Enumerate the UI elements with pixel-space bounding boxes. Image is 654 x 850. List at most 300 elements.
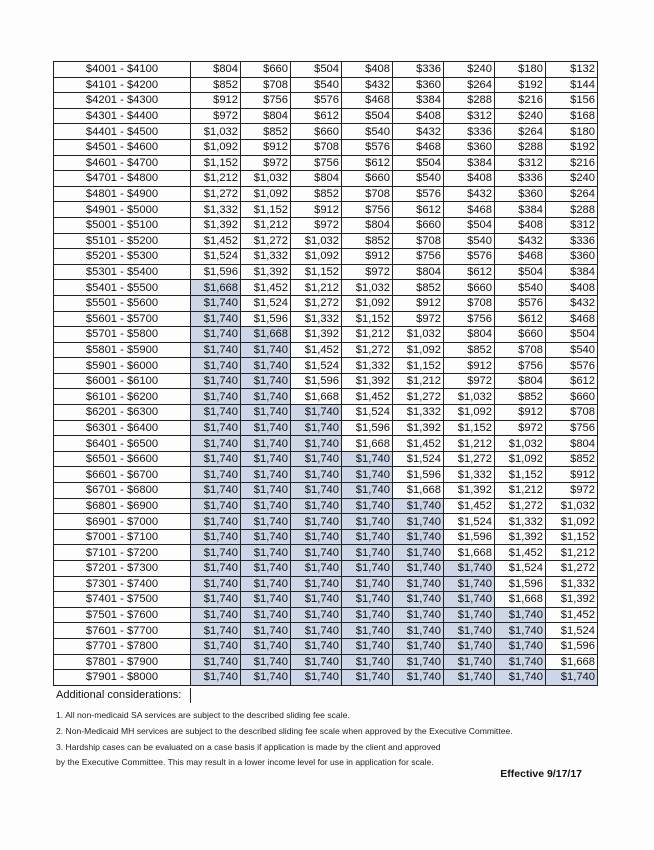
fee-cell: $1,740 — [241, 451, 291, 467]
fee-cell: $1,740 — [342, 654, 393, 670]
fee-cell: $1,740 — [191, 311, 241, 327]
fee-cell: $912 — [342, 249, 393, 265]
income-range-cell: $7801 - $7900 — [54, 654, 191, 670]
fee-cell: $540 — [342, 124, 393, 140]
fee-cell: $1,524 — [241, 295, 291, 311]
fee-cell: $1,740 — [191, 420, 241, 436]
fee-cell: $1,740 — [291, 576, 342, 592]
fee-cell: $1,332 — [495, 514, 546, 530]
fee-cell: $288 — [495, 139, 546, 155]
fee-cell: $1,740 — [241, 654, 291, 670]
fee-cell: $756 — [495, 358, 546, 374]
fee-cell: $576 — [444, 249, 495, 265]
fee-cell: $1,332 — [342, 358, 393, 374]
table-row — [54, 561, 598, 577]
fee-cell: $468 — [546, 311, 598, 327]
fee-cell: $288 — [444, 93, 495, 109]
fee-cell: $1,452 — [444, 498, 495, 514]
fee-cell: $1,032 — [495, 436, 546, 452]
fee-cell: $1,740 — [191, 654, 241, 670]
table-row — [54, 202, 598, 218]
fee-cell: $1,740 — [291, 561, 342, 577]
fee-cell: $912 — [191, 93, 241, 109]
fee-cell: $708 — [291, 139, 342, 155]
fee-cell: $1,740 — [495, 623, 546, 639]
fee-cell: $972 — [444, 373, 495, 389]
fee-cell: $1,740 — [342, 483, 393, 499]
fee-cell: $1,668 — [342, 436, 393, 452]
fee-cell: $1,740 — [291, 638, 342, 654]
table-row — [54, 592, 598, 608]
note-1: 1. All non-medicaid SA services are subject to the described sliding fee scale. — [56, 710, 350, 720]
table-row — [54, 545, 598, 561]
fee-cell: $1,092 — [546, 514, 598, 530]
fee-cell: $180 — [546, 124, 598, 140]
fee-cell: $1,740 — [191, 529, 241, 545]
fee-cell: $1,740 — [191, 623, 241, 639]
fee-cell: $1,740 — [342, 498, 393, 514]
fee-cell: $468 — [342, 93, 393, 109]
fee-cell: $1,152 — [393, 358, 444, 374]
fee-cell: $1,596 — [342, 420, 393, 436]
income-range-cell: $5701 - $5800 — [54, 327, 191, 343]
fee-cell: $1,152 — [495, 467, 546, 483]
fee-cell: $1,740 — [393, 592, 444, 608]
fee-cell: $1,392 — [393, 420, 444, 436]
table-row — [54, 638, 598, 654]
fee-cell: $1,524 — [191, 249, 241, 265]
table-row — [54, 186, 598, 202]
fee-cell: $660 — [546, 389, 598, 405]
fee-cell: $1,740 — [191, 405, 241, 421]
fee-cell: $1,740 — [191, 327, 241, 343]
table-row — [54, 62, 598, 78]
fee-cell: $1,452 — [291, 342, 342, 358]
fee-cell: $1,152 — [291, 264, 342, 280]
table-row — [54, 483, 598, 499]
fee-cell: $1,740 — [241, 592, 291, 608]
fee-cell: $1,740 — [342, 607, 393, 623]
fee-cell: $1,740 — [241, 467, 291, 483]
fee-cell: $1,212 — [191, 171, 241, 187]
fee-cell: $852 — [342, 233, 393, 249]
income-range-cell: $5901 - $6000 — [54, 358, 191, 374]
fee-cell: $1,740 — [191, 467, 241, 483]
fee-cell: $576 — [291, 93, 342, 109]
fee-cell: $708 — [495, 342, 546, 358]
fee-cell: $1,152 — [546, 529, 598, 545]
income-range-cell: $6601 - $6700 — [54, 467, 191, 483]
fee-cell: $612 — [291, 108, 342, 124]
table-row — [54, 373, 598, 389]
fee-cell: $1,212 — [495, 483, 546, 499]
fee-cell: $132 — [546, 62, 598, 78]
income-range-cell: $4101 - $4200 — [54, 77, 191, 93]
fee-cell: $1,740 — [342, 467, 393, 483]
fee-cell: $1,524 — [291, 358, 342, 374]
fee-cell: $1,740 — [444, 592, 495, 608]
fee-cell: $1,740 — [191, 498, 241, 514]
table-row — [54, 607, 598, 623]
table-row — [54, 389, 598, 405]
fee-cell: $1,740 — [191, 451, 241, 467]
fee-cell: $912 — [291, 202, 342, 218]
table-row — [54, 249, 598, 265]
income-range-cell: $4201 - $4300 — [54, 93, 191, 109]
fee-cell: $756 — [546, 420, 598, 436]
fee-cell: $216 — [546, 155, 598, 171]
fee-cell: $660 — [291, 124, 342, 140]
fee-cell: $384 — [444, 155, 495, 171]
fee-cell: $1,740 — [241, 623, 291, 639]
fee-cell: $1,740 — [241, 373, 291, 389]
fee-cell: $1,524 — [546, 623, 598, 639]
income-range-cell: $6101 - $6200 — [54, 389, 191, 405]
additional-considerations-label: Additional considerations: — [56, 689, 182, 701]
fee-cell: $1,740 — [342, 670, 393, 686]
income-range-cell: $4901 - $5000 — [54, 202, 191, 218]
table-row — [54, 77, 598, 93]
fee-cell: $1,032 — [241, 171, 291, 187]
fee-cell: $1,272 — [495, 498, 546, 514]
fee-cell: $1,740 — [342, 638, 393, 654]
income-range-cell: $4501 - $4600 — [54, 139, 191, 155]
table-row — [54, 155, 598, 171]
effective-date: Effective 9/17/17 — [500, 768, 582, 780]
fee-cell: $708 — [393, 233, 444, 249]
fee-cell: $1,596 — [191, 264, 241, 280]
fee-cell: $312 — [546, 217, 598, 233]
table-row — [54, 327, 598, 343]
fee-cell: $1,332 — [291, 311, 342, 327]
note-2: 2. Non-Medicaid MH services are subject to the described sliding fee scale when approved by the Executive Committee. — [56, 725, 513, 736]
fee-cell: $1,740 — [291, 514, 342, 530]
income-range-cell: $4001 - $4100 — [54, 62, 191, 78]
income-range-cell: $5401 - $5500 — [54, 280, 191, 296]
fee-cell: $1,740 — [191, 483, 241, 499]
fee-cell: $660 — [342, 171, 393, 187]
fee-cell: $336 — [393, 62, 444, 78]
income-range-cell: $7101 - $7200 — [54, 545, 191, 561]
income-range-cell: $6501 - $6600 — [54, 451, 191, 467]
fee-cell: $660 — [393, 217, 444, 233]
fee-cell: $1,740 — [241, 529, 291, 545]
fee-cell: $1,740 — [291, 529, 342, 545]
fee-cell: $708 — [342, 186, 393, 202]
income-range-cell: $4601 - $4700 — [54, 155, 191, 171]
fee-cell: $1,596 — [393, 467, 444, 483]
fee-cell: $1,452 — [191, 233, 241, 249]
fee-cell: $384 — [546, 264, 598, 280]
fee-cell: $1,152 — [342, 311, 393, 327]
fee-cell: $1,740 — [191, 358, 241, 374]
fee-cell: $804 — [241, 108, 291, 124]
fee-cell: $1,740 — [191, 561, 241, 577]
fee-cell: $1,740 — [444, 638, 495, 654]
table-row — [54, 280, 598, 296]
fee-cell: $576 — [546, 358, 598, 374]
fee-cell: $384 — [393, 93, 444, 109]
income-range-cell: $7301 - $7400 — [54, 576, 191, 592]
fee-cell: $1,740 — [393, 670, 444, 686]
fee-cell: $972 — [393, 311, 444, 327]
fee-cell: $504 — [291, 62, 342, 78]
fee-cell: $912 — [393, 295, 444, 311]
fee-cell: $180 — [495, 62, 546, 78]
fee-cell: $1,740 — [191, 592, 241, 608]
fee-cell: $1,452 — [342, 389, 393, 405]
fee-cell: $1,740 — [393, 514, 444, 530]
table-row — [54, 420, 598, 436]
fee-cell: $756 — [342, 202, 393, 218]
fee-cell: $852 — [393, 280, 444, 296]
fee-cell: $1,740 — [191, 436, 241, 452]
fee-cell: $1,392 — [342, 373, 393, 389]
income-range-cell: $5301 - $5400 — [54, 264, 191, 280]
fee-cell: $540 — [393, 171, 444, 187]
fee-cell: $408 — [444, 171, 495, 187]
fee-cell: $912 — [241, 139, 291, 155]
fee-cell: $1,740 — [241, 420, 291, 436]
fee-cell: $660 — [495, 327, 546, 343]
fee-cell: $1,740 — [546, 670, 598, 686]
fee-cell: $1,332 — [546, 576, 598, 592]
fee-cell: $408 — [393, 108, 444, 124]
sliding-fee-table — [53, 61, 598, 686]
fee-cell: $288 — [546, 202, 598, 218]
fee-cell: $756 — [291, 155, 342, 171]
fee-cell: $1,452 — [495, 545, 546, 561]
fee-cell: $336 — [546, 233, 598, 249]
income-range-cell: $6201 - $6300 — [54, 405, 191, 421]
fee-cell: $1,740 — [291, 451, 342, 467]
fee-cell: $852 — [495, 389, 546, 405]
income-range-cell: $7701 - $7800 — [54, 638, 191, 654]
income-range-cell: $7901 - $8000 — [54, 670, 191, 686]
fee-cell: $576 — [393, 186, 444, 202]
fee-cell: $804 — [342, 217, 393, 233]
fee-cell: $1,272 — [342, 342, 393, 358]
fee-cell: $1,740 — [393, 576, 444, 592]
fee-cell: $1,272 — [444, 451, 495, 467]
fee-cell: $1,740 — [241, 342, 291, 358]
fee-cell: $708 — [444, 295, 495, 311]
fee-cell: $1,740 — [241, 498, 291, 514]
fee-cell: $1,740 — [444, 623, 495, 639]
fee-cell: $1,740 — [191, 670, 241, 686]
table-row — [54, 670, 598, 686]
income-range-cell: $5101 - $5200 — [54, 233, 191, 249]
fee-cell: $192 — [546, 139, 598, 155]
table-row — [54, 217, 598, 233]
fee-cell: $1,740 — [191, 638, 241, 654]
fee-cell: $804 — [495, 373, 546, 389]
table-row — [54, 467, 598, 483]
fee-cell: $1,740 — [342, 561, 393, 577]
fee-cell: $1,740 — [241, 358, 291, 374]
table-row — [54, 139, 598, 155]
fee-cell: $1,740 — [444, 670, 495, 686]
fee-cell: $264 — [444, 77, 495, 93]
table-row — [54, 233, 598, 249]
fee-cell: $912 — [546, 467, 598, 483]
fee-cell: $240 — [546, 171, 598, 187]
fee-cell: $1,596 — [291, 373, 342, 389]
income-range-cell: $7501 - $7600 — [54, 607, 191, 623]
fee-cell: $1,668 — [495, 592, 546, 608]
income-range-cell: $6301 - $6400 — [54, 420, 191, 436]
fee-cell: $1,740 — [241, 389, 291, 405]
fee-cell: $1,740 — [495, 607, 546, 623]
fee-cell: $1,740 — [241, 514, 291, 530]
income-range-cell: $5501 - $5600 — [54, 295, 191, 311]
fee-cell: $168 — [546, 108, 598, 124]
income-range-cell: $5001 - $5100 — [54, 217, 191, 233]
fee-cell: $1,152 — [444, 420, 495, 436]
fee-cell: $804 — [546, 436, 598, 452]
table-row — [54, 264, 598, 280]
fee-cell: $1,596 — [444, 529, 495, 545]
fee-cell: $360 — [546, 249, 598, 265]
fee-cell: $504 — [546, 327, 598, 343]
fee-cell: $852 — [444, 342, 495, 358]
fee-cell: $432 — [495, 233, 546, 249]
fee-cell: $1,740 — [393, 545, 444, 561]
fee-cell: $1,668 — [393, 483, 444, 499]
fee-cell: $1,392 — [291, 327, 342, 343]
fee-cell: $192 — [495, 77, 546, 93]
fee-cell: $1,740 — [393, 529, 444, 545]
fee-cell: $336 — [444, 124, 495, 140]
fee-cell: $1,332 — [393, 405, 444, 421]
fee-cell: $1,740 — [495, 654, 546, 670]
fee-cell: $384 — [495, 202, 546, 218]
fee-cell: $804 — [393, 264, 444, 280]
fee-cell: $804 — [444, 327, 495, 343]
fee-cell: $1,092 — [393, 342, 444, 358]
fee-cell: $432 — [444, 186, 495, 202]
fee-cell: $1,272 — [291, 295, 342, 311]
income-range-cell: $6901 - $7000 — [54, 514, 191, 530]
fee-cell: $1,212 — [291, 280, 342, 296]
table-row — [54, 623, 598, 639]
fee-cell: $1,740 — [342, 576, 393, 592]
fee-cell: $612 — [444, 264, 495, 280]
table-row — [54, 498, 598, 514]
fee-cell: $1,740 — [191, 342, 241, 358]
fee-cell: $972 — [495, 420, 546, 436]
fee-cell: $1,524 — [342, 405, 393, 421]
fee-cell: $1,740 — [191, 576, 241, 592]
fee-cell: $1,452 — [546, 607, 598, 623]
table-row — [54, 311, 598, 327]
table-row — [54, 108, 598, 124]
fee-cell: $1,740 — [241, 405, 291, 421]
fee-cell: $708 — [546, 405, 598, 421]
fee-cell: $852 — [241, 124, 291, 140]
income-range-cell: $6801 - $6900 — [54, 498, 191, 514]
fee-cell: $432 — [342, 77, 393, 93]
fee-cell: $1,596 — [241, 311, 291, 327]
fee-cell: $156 — [546, 93, 598, 109]
fee-cell: $1,392 — [191, 217, 241, 233]
fee-cell: $1,740 — [291, 654, 342, 670]
fee-cell: $1,212 — [444, 436, 495, 452]
table-body — [54, 62, 598, 686]
fee-cell: $1,740 — [444, 607, 495, 623]
fee-cell: $504 — [444, 217, 495, 233]
fee-cell: $972 — [291, 217, 342, 233]
table-row — [54, 405, 598, 421]
fee-cell: $576 — [495, 295, 546, 311]
fee-cell: $972 — [342, 264, 393, 280]
table-row — [54, 171, 598, 187]
income-range-cell: $5601 - $5700 — [54, 311, 191, 327]
fee-cell: $1,740 — [241, 670, 291, 686]
fee-cell: $1,740 — [191, 545, 241, 561]
fee-cell: $240 — [495, 108, 546, 124]
fee-cell: $1,332 — [191, 202, 241, 218]
fee-cell: $144 — [546, 77, 598, 93]
table-row — [54, 93, 598, 109]
fee-cell: $432 — [393, 124, 444, 140]
fee-cell: $264 — [495, 124, 546, 140]
income-range-cell: $7001 - $7100 — [54, 529, 191, 545]
fee-cell: $1,740 — [191, 514, 241, 530]
fee-cell: $312 — [495, 155, 546, 171]
fee-cell: $1,092 — [291, 249, 342, 265]
fee-cell: $1,332 — [444, 467, 495, 483]
fee-cell: $1,740 — [241, 436, 291, 452]
fee-cell: $504 — [342, 108, 393, 124]
fee-cell: $504 — [495, 264, 546, 280]
fee-cell: $540 — [546, 342, 598, 358]
fee-cell: $1,740 — [191, 389, 241, 405]
fee-cell: $1,740 — [291, 623, 342, 639]
fee-cell: $1,272 — [393, 389, 444, 405]
fee-cell: $1,740 — [291, 436, 342, 452]
fee-cell: $852 — [546, 451, 598, 467]
fee-cell: $1,740 — [393, 654, 444, 670]
fee-cell: $312 — [444, 108, 495, 124]
fee-cell: $1,032 — [342, 280, 393, 296]
table-row — [54, 654, 598, 670]
fee-cell: $1,740 — [291, 607, 342, 623]
fee-cell: $468 — [393, 139, 444, 155]
income-range-cell: $5801 - $5900 — [54, 342, 191, 358]
fee-cell: $1,740 — [393, 607, 444, 623]
fee-cell: $912 — [495, 405, 546, 421]
fee-cell: $1,452 — [393, 436, 444, 452]
fee-cell: $1,032 — [191, 124, 241, 140]
fee-cell: $1,092 — [191, 139, 241, 155]
fee-cell: $264 — [546, 186, 598, 202]
note-3-continued: by the Executive Committee. This may result in a lower income level for use in application for scale. — [56, 757, 434, 768]
fee-cell: $1,092 — [495, 451, 546, 467]
fee-cell: $756 — [241, 93, 291, 109]
fee-cell: $1,092 — [444, 405, 495, 421]
income-range-cell: $5201 - $5300 — [54, 249, 191, 265]
fee-cell: $1,392 — [241, 264, 291, 280]
fee-cell: $1,740 — [342, 592, 393, 608]
income-range-cell: $7201 - $7300 — [54, 561, 191, 577]
fee-cell: $972 — [191, 108, 241, 124]
fee-cell: $408 — [546, 280, 598, 296]
fee-cell: $1,032 — [444, 389, 495, 405]
fee-cell: $1,740 — [342, 514, 393, 530]
fee-cell: $1,740 — [291, 483, 342, 499]
fee-cell: $1,668 — [291, 389, 342, 405]
